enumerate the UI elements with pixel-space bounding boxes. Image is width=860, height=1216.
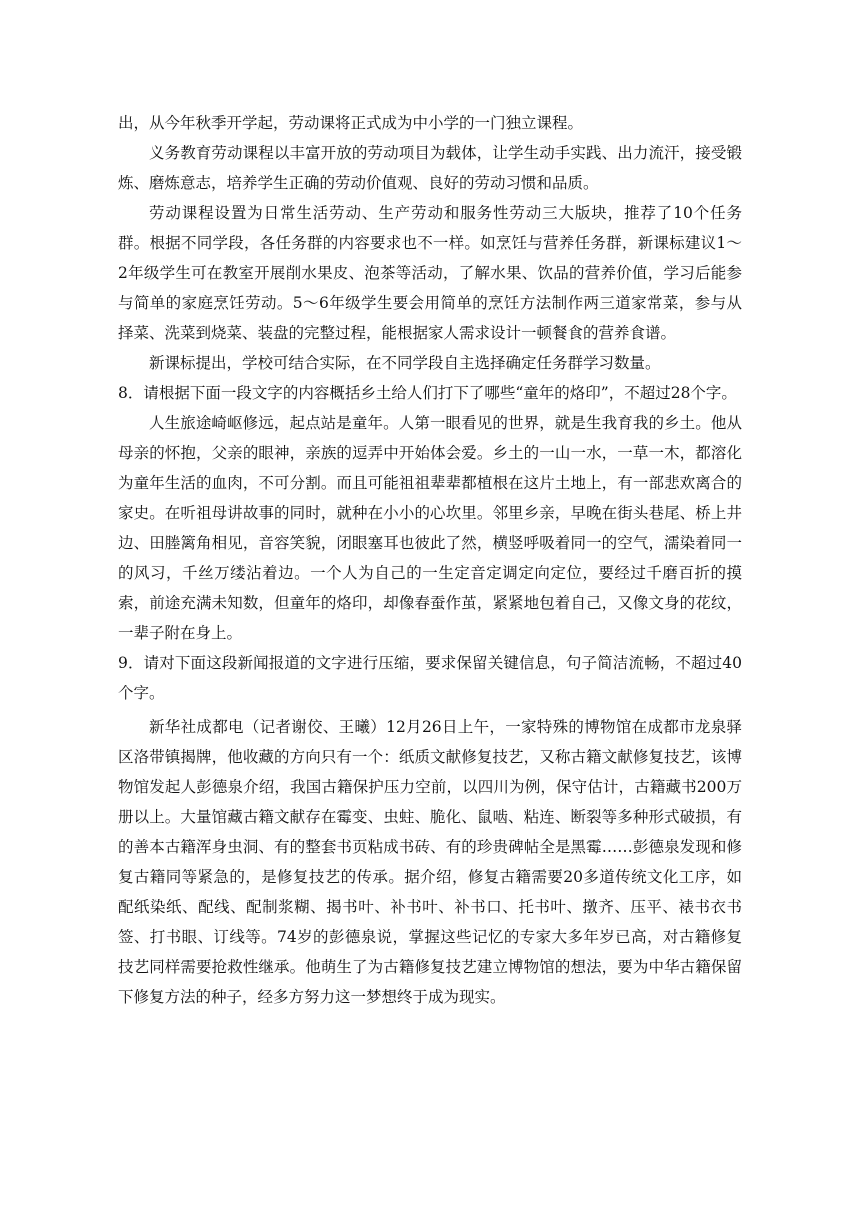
passage-school-choice: 新课标提出，学校可结合实际，在不同学段自主选择确定任务群学习数量。: [149, 354, 661, 372]
passage-compulsory-education: 义务教育劳动课程以丰富开放的劳动项目为载体，让学生动手实践、出力流汗，接受锻炼、磨炼意志，培养学生正确的劳动价值观、良好的劳动习惯和品质。: [118, 144, 742, 192]
question-8-prompt: 8．请根据下面一段文字的内容概括乡土给人们打下了哪些“童年的烙印”，不超过28个字。: [118, 384, 737, 402]
passage-continuation: 出，从今年秋季开学起，劳动课将正式成为中小学的一门独立课程。: [118, 114, 584, 132]
document-body: [118, 108, 742, 1012]
question-8-passage: 人生旅途崎岖修远，起点站是童年。人第一眼看见的世界，就是生我育我的乡土。他从母亲的怀抱，父亲的眼神，亲族的逗弄中开始体会爱。乡土的一山一水，一草一木，都溶化为童年生活的血肉，不可分割。而且可能祖祖辈辈都植根在这片土地上，有一部悲欢离合的家史。在听祖母讲故事的同时，就种在小小的心坎里。邻里乡亲，早晚在街头巷尾、桥上井边、田塍篱角相见，音容笑貌，闭眼塞耳也彼此了然，横竖呼吸着同一的空气，濡染着同一的风习，千丝万缕沾着边。一个人为自己的一生定音定调定向定位，要经过千磨百折的摸索，前途充满未知数，但童年的烙印，却像春蚕作茧，紧紧地包着自己，又像文身的花纹，一辈子附在身上。: [118, 414, 742, 642]
question-9-news-article: 新华社成都电（记者谢佼、王曦）12月26日上午，一家特殊的博物馆在成都市龙泉驿区洛带镇揭牌，他收藏的方向只有一个：纸质文献修复技艺，又称古籍文献修复技艺，该博物馆发起人彭德泉介绍，我国古籍保护压力空前，以四川为例，保守估计，古籍藏书200万册以上。大量馆藏古籍文献存在霉变、虫蛀、脆化、鼠啮、粘连、断裂等多种形式破损，有的善本古籍浑身虫洞、有的整套书页粘成书砖、有的珍贵碑帖全是黑霉……彭德泉发现和修复古籍同等紧急的，是修复技艺的传承。据介绍，修复古籍需要20多道传统文化工序，如配纸染纸、配线、配制浆糊、揭书叶、补书叶、补书口、托书叶、撴齐、压平、裱书衣书签、打书眼、订线等。74岁的彭德泉说，掌握这些记忆的专家大多年岁已高，对古籍修复技艺同样需要抢救性继承。他萌生了为古籍修复技艺建立博物馆的想法，要为中华古籍保留下修复方法的种子，经多方努力这一梦想终于成为现实。: [118, 718, 742, 1006]
passage-course-structure: 劳动课程设置为日常生活劳动、生产劳动和服务性劳动三大版块，推荐了10个任务群。根据不同学段，各任务群的内容要求也不一样。如烹饪与营养任务群，新课标建议1～2年级学生可在教室开展削水果皮、泡茶等活动，了解水果、饮品的营养价值，学习后能参与简单的家庭烹饪劳动。5～6年级学生要会用简单的烹饪方法制作两三道家常菜，参与从择菜、洗菜到烧菜、装盘的完整过程，能根据家人需求设计一顿餐食的营养食谱。: [118, 204, 742, 342]
question-9-prompt: 9．请对下面这段新闻报道的文字进行压缩，要求保留关键信息，句子简洁流畅，不超过40个字。: [118, 654, 742, 702]
